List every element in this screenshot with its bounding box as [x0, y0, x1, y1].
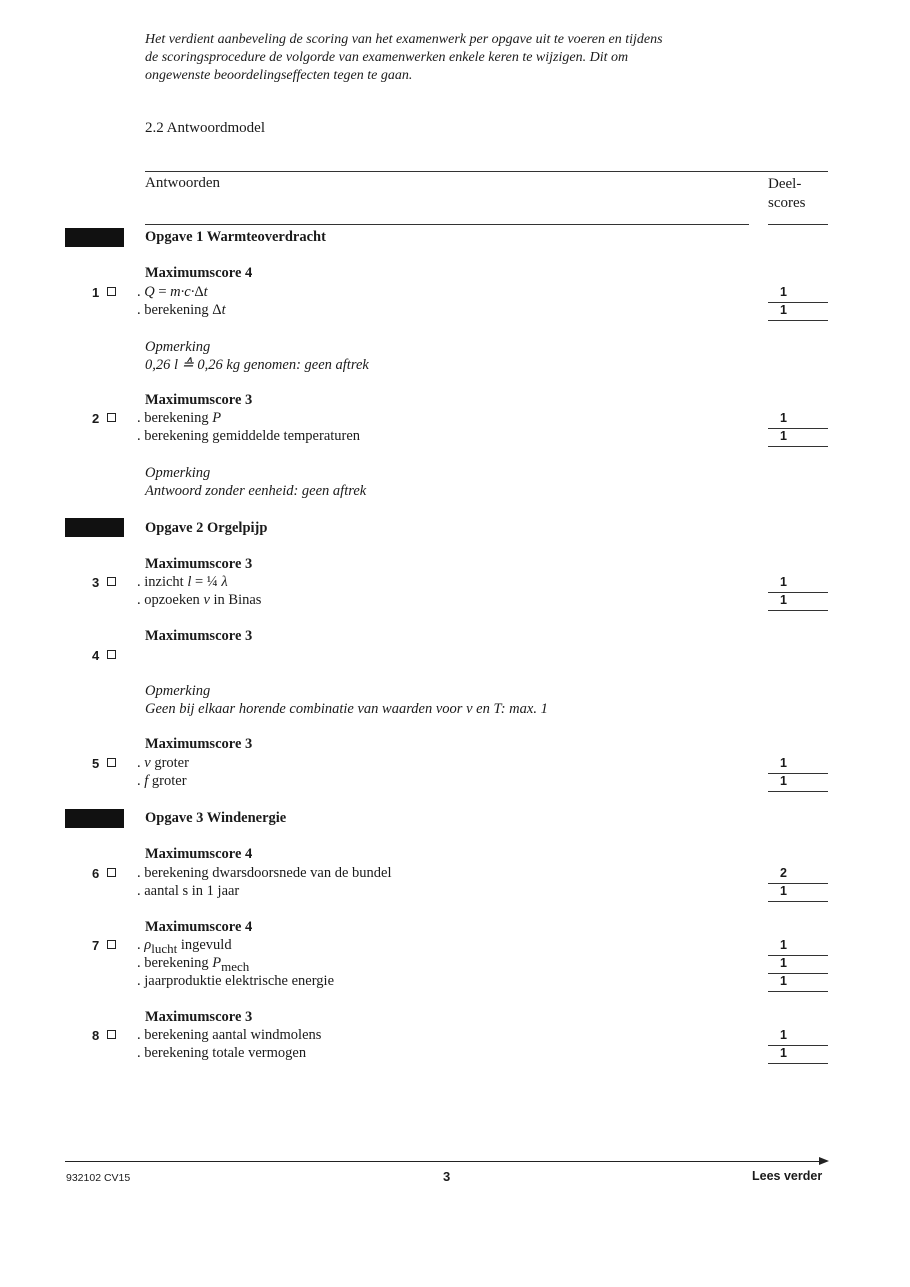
- top-rule: [145, 171, 828, 172]
- checkbox-icon: [107, 577, 116, 586]
- answer-line: . berekening Pmech: [137, 955, 250, 974]
- score-cell: 1: [768, 755, 828, 774]
- answer-line: . opzoeken v in Binas: [137, 592, 262, 608]
- score-cell: 1: [768, 1045, 828, 1064]
- intro-text: [145, 31, 785, 85]
- score-cell: 2: [768, 865, 828, 884]
- question-number: 2: [92, 411, 126, 426]
- intro-line: de scoringsprocedure de volgorde van examenwerken enkele keren te wijzigen. Dit om: [145, 50, 629, 65]
- score-cell: 1: [768, 574, 828, 593]
- header-rule: [145, 224, 749, 225]
- checkbox-icon: [107, 868, 116, 877]
- score-cell: 1: [768, 955, 828, 974]
- answer-line: . ρlucht ingevuld: [137, 937, 232, 956]
- section-title: 2.2 Antwoordmodel: [145, 120, 265, 136]
- answer-line: . v groter: [137, 755, 189, 771]
- header-rule-scores: [768, 224, 828, 225]
- max-score: Maximumscore 4: [145, 265, 253, 281]
- deelscores-header: Deel- scores: [768, 176, 806, 211]
- answer-line: . berekening totale vermogen: [137, 1045, 307, 1061]
- max-score: Maximumscore 4: [145, 846, 253, 862]
- question-number: 1: [92, 285, 126, 300]
- max-score: Maximumscore 3: [145, 1009, 253, 1025]
- opgave-marker: [65, 809, 124, 828]
- answer-line: . jaarproduktie elektrische energie: [137, 973, 335, 989]
- page-number: 3: [443, 1169, 451, 1184]
- opgave-marker: [65, 228, 124, 247]
- question-number: 4: [92, 648, 126, 663]
- checkbox-icon: [107, 650, 116, 659]
- max-score: Maximumscore 3: [145, 392, 253, 408]
- answer-line: . berekening P: [137, 410, 222, 426]
- opgave-title: Opgave 3 Windenergie: [145, 810, 287, 826]
- opgave-marker: [65, 518, 124, 537]
- score-cell: 1: [768, 973, 828, 992]
- score-cell: 1: [768, 592, 828, 611]
- checkbox-icon: [107, 758, 116, 767]
- answer-line: . f groter: [137, 773, 187, 789]
- opgave-title: Opgave 2 Orgelpijp: [145, 520, 268, 536]
- score-cell: 1: [768, 428, 828, 447]
- answer-line: . inzicht l = ¼ λ: [137, 574, 228, 590]
- answer-line: . aantal s in 1 jaar: [137, 883, 240, 899]
- remark: Opmerking Geen bij elkaar horende combinatie van waarden voor v en T: max. 1: [145, 683, 548, 717]
- checkbox-icon: [107, 287, 116, 296]
- score-cell: 1: [768, 410, 828, 429]
- checkbox-icon: [107, 940, 116, 949]
- score-cell: 1: [768, 937, 828, 956]
- answer-line: . Q = m·c·Δt: [137, 284, 208, 300]
- score-cell: 1: [768, 284, 828, 303]
- remark: Opmerking 0,26 l ≙ 0,26 kg genomen: geen aftrek: [145, 339, 369, 373]
- intro-line: ongewenste beoordelingseffecten tegen te gaan.: [145, 68, 413, 83]
- max-score: Maximumscore 3: [145, 628, 253, 644]
- score-cell: 1: [768, 883, 828, 902]
- question-number: 6: [92, 866, 126, 881]
- checkbox-icon: [107, 413, 116, 422]
- checkbox-icon: [107, 1030, 116, 1039]
- question-number: 8: [92, 1028, 126, 1043]
- answer-line: . berekening gemiddelde temperaturen: [137, 428, 361, 444]
- answer-line: . berekening Δt: [137, 302, 226, 318]
- answers-header: Antwoorden: [145, 175, 220, 191]
- answer-line: . berekening dwarsdoorsnede van de bundel: [137, 865, 392, 881]
- opgave-title: Opgave 1 Warmteoverdracht: [145, 229, 326, 245]
- continue-label: Lees verder: [752, 1169, 823, 1183]
- arrow-right-icon: [819, 1157, 829, 1165]
- question-number: 5: [92, 756, 126, 771]
- max-score: Maximumscore 3: [145, 556, 253, 572]
- max-score: Maximumscore 4: [145, 919, 253, 935]
- exam-code: 932102 CV15: [66, 1172, 131, 1184]
- max-score: Maximumscore 3: [145, 736, 253, 752]
- footer-rule: [65, 1161, 821, 1162]
- score-cell: 1: [768, 773, 828, 792]
- score-cell: 1: [768, 1027, 828, 1046]
- answer-line: . berekening aantal windmolens: [137, 1027, 322, 1043]
- remark: Opmerking Antwoord zonder eenheid: geen aftrek: [145, 465, 367, 499]
- intro-line: Het verdient aanbeveling de scoring van het examenwerk per opgave uit te voeren en tijdens: [145, 32, 663, 47]
- question-number: 7: [92, 938, 126, 953]
- question-number: 3: [92, 575, 126, 590]
- score-cell: 1: [768, 302, 828, 321]
